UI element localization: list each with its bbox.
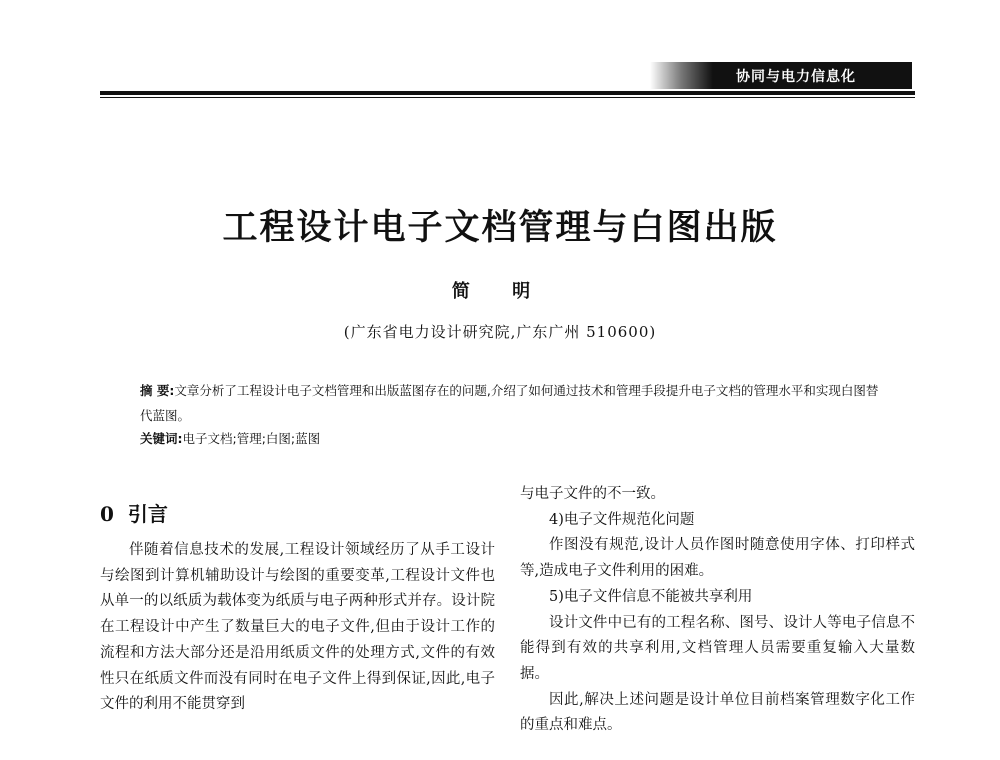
abstract	[140, 378, 880, 428]
section-heading	[100, 498, 168, 527]
keywords	[140, 429, 880, 447]
continuation-line: 与电子文件的不一致。	[520, 486, 665, 502]
subheading-5: 5)电子文件信息不能被共享利用	[549, 588, 753, 605]
affiliation: (广东省电力设计研究院,广东广州 510600)	[343, 323, 657, 341]
left-column	[100, 538, 495, 718]
right-column	[520, 482, 915, 739]
author: 简 明	[451, 281, 549, 302]
abstract-text: 文章分析了工程设计电子文档管理和出版蓝图存在的问题,介绍了如何通过技术和管理手段提升电子文档的管理水平和实现白图替代蓝图。	[140, 383, 879, 423]
paragraph-4: 作图没有规范,设计人员作图时随意使用字体、打印样式等,造成电子文件利用的困难。	[520, 537, 915, 580]
intro-paragraph: 伴随着信息技术的发展,工程设计领域经历了从手工设计与绘图到计算机辅助设计与绘图的重要变革,工程设计文件也从单一的以纸质为载体变为纸质与电子两种形式并存。设计院在工程设计中产生了数量巨大的电子文件,但由于设计工作的流程和方法大部分还是沿用纸质文件的处理方式,文件的有效性只在纸质文件而没有同时在电子文件上得到保证,因此,电子文件的利用不能贯穿到	[100, 542, 495, 713]
header-rule	[100, 91, 915, 95]
section-title: 引言	[127, 502, 168, 526]
paragraph-6: 因此,解决上述问题是设计单位目前档案管理数字化工作的重点和难点。	[520, 691, 915, 734]
header-banner	[650, 62, 912, 89]
keywords-label: 关键词:	[140, 431, 183, 446]
header-rule-thin	[100, 97, 915, 98]
keywords-text: 电子文档;管理;白图;蓝图	[182, 431, 321, 446]
section-number: 0	[100, 502, 114, 526]
paper-title: 工程设计电子文档管理与白图出版	[222, 207, 778, 248]
paragraph-5: 设计文件中已有的工程名称、图号、设计人等电子信息不能得到有效的共享利用,文档管理人员需要重复输入大量数据。	[520, 614, 915, 682]
header-banner-text: 协同与电力信息化	[736, 68, 856, 85]
abstract-label: 摘 要:	[140, 383, 175, 398]
subheading-4: 4)电子文件规范化问题	[549, 511, 695, 528]
